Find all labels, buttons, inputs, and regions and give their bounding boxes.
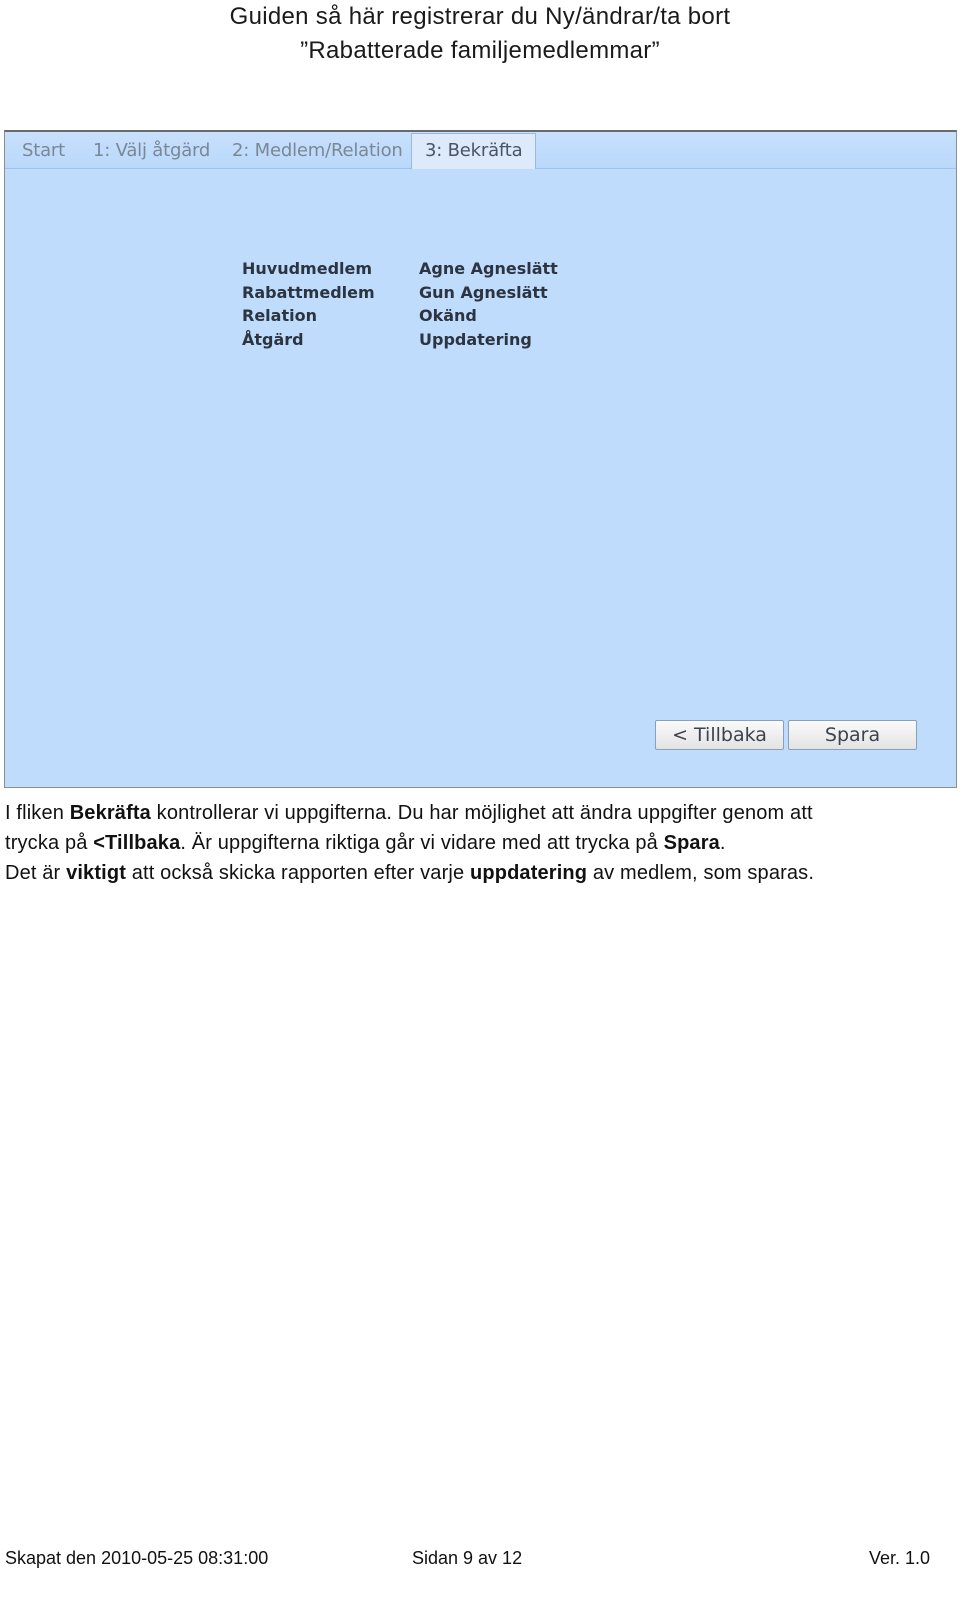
back-button[interactable]: < Tillbaka xyxy=(655,720,784,750)
bold-term-back: <Tillbaka xyxy=(93,832,181,854)
text-run: I fliken xyxy=(5,802,70,824)
paragraph-line xyxy=(5,798,955,828)
text-run: trycka på xyxy=(5,832,94,854)
text-run: Det är xyxy=(5,862,67,884)
summary-label-main-member: Huvudmedlem xyxy=(242,259,373,278)
page-footer xyxy=(0,1544,960,1572)
footer-page-number: Sidan 9 av 12 xyxy=(412,1548,523,1568)
bold-term-important: viktigt xyxy=(66,862,127,884)
text-run: att också skicka rapporten efter varje xyxy=(126,862,470,884)
app-screenshot-window xyxy=(4,130,957,788)
summary-row xyxy=(242,281,558,305)
text-run: av medlem, som sparas. xyxy=(587,862,815,884)
footer-version: Ver. 1.0 xyxy=(868,1548,930,1568)
document-title-line2: ”Rabatterade familjemedlemmar” xyxy=(300,37,660,64)
confirmation-summary xyxy=(242,257,558,351)
instruction-text xyxy=(5,798,955,888)
tab-start[interactable]: Start xyxy=(22,140,65,161)
tab-confirm[interactable]: 3: Bekräfta xyxy=(411,133,536,169)
footer-created: Skapat den 2010-05-25 08:31:00 xyxy=(5,1548,269,1568)
document-header xyxy=(0,0,960,68)
text-run: . Är uppgifterna riktiga går vi vidare med att trycka på xyxy=(180,832,664,854)
summary-value-relation: Okänd xyxy=(419,306,477,325)
bold-term-confirm: Bekräfta xyxy=(69,802,151,824)
summary-label-relation: Relation xyxy=(242,306,317,325)
bold-term-update: uppdatering xyxy=(469,862,588,884)
summary-row xyxy=(242,304,558,328)
summary-value-main-member: Agne Agneslätt xyxy=(419,259,558,278)
save-button[interactable]: Spara xyxy=(788,720,917,750)
summary-value-discount-member: Gun Agneslätt xyxy=(419,282,548,302)
summary-label-discount-member: Rabattmedlem xyxy=(242,282,375,302)
document-title-line1: Guiden så här registrerar du Ny/ändrar/ta bort xyxy=(229,3,731,30)
summary-row xyxy=(242,328,558,352)
paragraph-line xyxy=(5,858,955,888)
text-run: . xyxy=(719,832,726,854)
summary-value-action: Uppdatering xyxy=(419,329,532,349)
tab-choose-action[interactable]: 1: Välj åtgärd xyxy=(93,140,211,161)
tab-member-relation[interactable]: 2: Medlem/Relation xyxy=(232,140,403,161)
text-run: kontrollerar vi uppgifterna. Du har möjlighet att ändra uppgifter genom att xyxy=(150,802,813,824)
summary-label-action: Åtgärd xyxy=(242,329,304,349)
wizard-tab-bar xyxy=(5,132,956,169)
bold-term-save: Spara xyxy=(663,832,720,854)
summary-row xyxy=(242,257,558,281)
paragraph-line xyxy=(5,828,955,858)
